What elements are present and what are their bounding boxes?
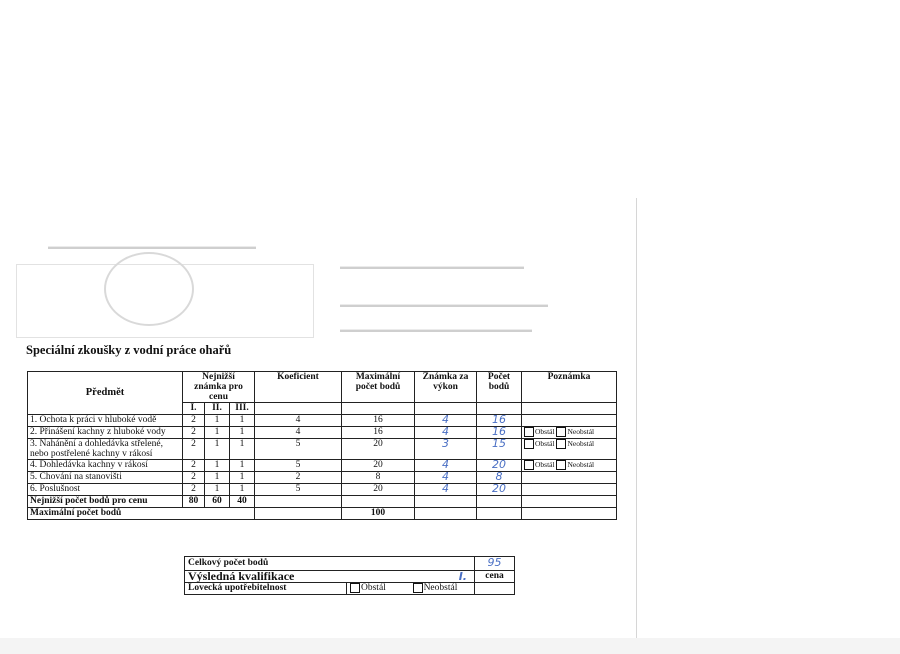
total-value: 95 bbox=[487, 556, 502, 569]
row-coefficient: 4 bbox=[255, 415, 342, 427]
passed-label: Obstál bbox=[535, 427, 555, 436]
passed-checkbox[interactable] bbox=[524, 460, 534, 470]
row-max-points: 16 bbox=[342, 415, 415, 427]
failed-checkbox[interactable] bbox=[413, 583, 423, 593]
header-grade-i: I. bbox=[183, 403, 205, 415]
row-grade-cell bbox=[415, 439, 477, 460]
row-grade-iii: 1 bbox=[230, 439, 255, 460]
row-grade: 4 bbox=[442, 458, 449, 471]
score-rows bbox=[28, 415, 617, 496]
qualification-row bbox=[185, 571, 475, 583]
row-grade: 4 bbox=[442, 413, 449, 426]
header-max-points: Maximální počet bodů bbox=[342, 372, 415, 403]
row-grade-iii: 1 bbox=[230, 472, 255, 484]
row-grade: 4 bbox=[442, 425, 449, 438]
failed-label: Neobstál bbox=[567, 427, 595, 436]
max-total-value: 100 bbox=[342, 508, 415, 520]
header-grade-ii: II. bbox=[205, 403, 230, 415]
table-row bbox=[28, 460, 617, 472]
row-grade: 4 bbox=[442, 470, 449, 483]
qualification-suffix: cena bbox=[475, 571, 515, 583]
row-points: 20 bbox=[492, 482, 506, 495]
blank-cell bbox=[255, 403, 342, 415]
min-total-iii: 40 bbox=[230, 496, 255, 508]
blank-cell bbox=[477, 508, 522, 520]
passed-label: Obstál bbox=[535, 460, 555, 469]
header-grade-iii: III. bbox=[230, 403, 255, 415]
passed-checkbox[interactable] bbox=[524, 439, 534, 449]
header-grade: Známka za výkon bbox=[415, 372, 477, 403]
faded-text: ▬▬▬▬▬▬▬▬▬▬▬▬▬▬▬▬▬▬▬▬▬▬▬▬ bbox=[340, 325, 532, 334]
qualification-label: Výsledná kvalifikace bbox=[188, 569, 295, 583]
row-grade: 4 bbox=[442, 482, 449, 495]
row-grade-i: 2 bbox=[183, 439, 205, 460]
row-max-points: 20 bbox=[342, 439, 415, 460]
scores-table bbox=[27, 371, 617, 520]
row-grade-ii: 1 bbox=[205, 484, 230, 496]
header-subject: Předmět bbox=[28, 372, 183, 415]
min-total-ii: 60 bbox=[205, 496, 230, 508]
table-row bbox=[28, 472, 617, 484]
row-coefficient: 4 bbox=[255, 427, 342, 439]
page-title: Speciální zkoušky z vodní práce ohařů bbox=[26, 343, 232, 357]
row-note bbox=[522, 439, 617, 460]
faded-text: ▬▬▬▬▬▬▬▬▬▬▬▬▬▬▬▬▬▬▬▬▬▬▬▬▬▬ bbox=[48, 242, 256, 251]
table-row bbox=[28, 415, 617, 427]
passed-checkbox[interactable] bbox=[524, 427, 534, 437]
blank-cell bbox=[477, 496, 522, 508]
failed-label: Neobstál bbox=[567, 439, 595, 448]
blank-cell bbox=[255, 508, 342, 520]
faded-stamp bbox=[104, 252, 194, 326]
row-points-cell bbox=[477, 484, 522, 496]
blank-cell bbox=[475, 583, 515, 595]
row-subject: 3. Nahánění a dohledávka střelené, nebo postřelené kachny v rákosí bbox=[28, 439, 183, 460]
blank-cell bbox=[415, 508, 477, 520]
row-grade-i: 2 bbox=[183, 415, 205, 427]
row-subject: 2. Přinášení kachny z hluboké vody bbox=[28, 427, 183, 439]
row-subject: 1. Ochota k práci v hluboké vodě bbox=[28, 415, 183, 427]
row-note bbox=[522, 460, 617, 472]
page-edge bbox=[636, 198, 637, 638]
row-points: 16 bbox=[492, 425, 506, 438]
blank-cell bbox=[342, 496, 415, 508]
max-total-label: Maximální počet bodů bbox=[28, 508, 255, 520]
row-max-points: 16 bbox=[342, 427, 415, 439]
row-points: 20 bbox=[492, 458, 506, 471]
row-subject: 4. Dohledávka kachny v rákosí bbox=[28, 460, 183, 472]
row-grade-i: 2 bbox=[183, 460, 205, 472]
row-coefficient: 5 bbox=[255, 439, 342, 460]
blank-cell bbox=[415, 496, 477, 508]
passed-label: Obstál bbox=[535, 439, 555, 448]
row-grade-cell bbox=[415, 484, 477, 496]
row-coefficient: 5 bbox=[255, 460, 342, 472]
table-row bbox=[28, 484, 617, 496]
header-min-grade: Nejnižší známka pro cenu bbox=[183, 372, 255, 403]
hunting-label: Lovecká upotřebitelnost bbox=[185, 583, 347, 595]
row-coefficient: 2 bbox=[255, 472, 342, 484]
row-note bbox=[522, 415, 617, 427]
row-points: 15 bbox=[492, 437, 506, 450]
row-note bbox=[522, 472, 617, 484]
row-grade-iii: 1 bbox=[230, 484, 255, 496]
row-points-cell bbox=[477, 439, 522, 460]
passed-checkbox[interactable] bbox=[350, 583, 360, 593]
row-grade-i: 2 bbox=[183, 472, 205, 484]
failed-label: Neobstál bbox=[423, 583, 458, 594]
blank-cell bbox=[522, 508, 617, 520]
min-total-label: Nejnižší počet bodů pro cenu bbox=[28, 496, 183, 508]
blank-cell bbox=[522, 496, 617, 508]
table-row bbox=[28, 439, 617, 460]
row-grade-ii: 1 bbox=[205, 415, 230, 427]
min-total-i: 80 bbox=[183, 496, 205, 508]
total-label: Celkový počet bodů bbox=[185, 557, 475, 571]
row-max-points: 20 bbox=[342, 460, 415, 472]
row-note bbox=[522, 484, 617, 496]
hunting-options bbox=[347, 583, 475, 595]
row-grade-ii: 1 bbox=[205, 472, 230, 484]
passed-label: Obstál bbox=[361, 583, 386, 594]
total-value-cell bbox=[475, 557, 515, 571]
blank-cell bbox=[342, 403, 415, 415]
faded-text: ▬▬▬▬▬▬▬▬▬▬▬▬▬▬▬▬▬▬▬▬▬▬▬ bbox=[340, 262, 524, 271]
blank-cell bbox=[522, 403, 617, 415]
row-max-points: 20 bbox=[342, 484, 415, 496]
row-subject: 5. Chování na stanovišti bbox=[28, 472, 183, 484]
row-coefficient: 5 bbox=[255, 484, 342, 496]
failed-checkbox[interactable] bbox=[556, 427, 566, 437]
row-max-points: 8 bbox=[342, 472, 415, 484]
row-points: 8 bbox=[495, 470, 503, 483]
summary-table bbox=[184, 556, 515, 595]
failed-label: Neobstál bbox=[567, 460, 595, 469]
header-points: Počet bodů bbox=[477, 372, 522, 403]
row-points: 16 bbox=[492, 413, 506, 426]
row-grade-iii: 1 bbox=[230, 415, 255, 427]
row-grade-i: 2 bbox=[183, 484, 205, 496]
qualification-value: I. bbox=[458, 570, 467, 583]
row-grade-iii: 1 bbox=[230, 427, 255, 439]
row-grade-ii: 1 bbox=[205, 427, 230, 439]
row-grade-ii: 1 bbox=[205, 460, 230, 472]
row-subject: 6. Poslušnost bbox=[28, 484, 183, 496]
table-row bbox=[28, 427, 617, 439]
header-coefficient: Koeficient bbox=[255, 372, 342, 403]
row-grade-iii: 1 bbox=[230, 460, 255, 472]
failed-checkbox[interactable] bbox=[556, 460, 566, 470]
faded-text: ▬▬▬▬▬▬▬▬▬▬▬▬▬▬▬▬▬▬▬▬▬▬▬▬▬▬ bbox=[340, 300, 548, 309]
scan-margin bbox=[0, 638, 900, 654]
row-grade: 3 bbox=[442, 437, 449, 450]
row-grade-ii: 1 bbox=[205, 439, 230, 460]
row-grade-i: 2 bbox=[183, 427, 205, 439]
row-note bbox=[522, 427, 617, 439]
header-note: Poznámka bbox=[522, 372, 617, 403]
blank-cell bbox=[255, 496, 342, 508]
failed-checkbox[interactable] bbox=[556, 439, 566, 449]
